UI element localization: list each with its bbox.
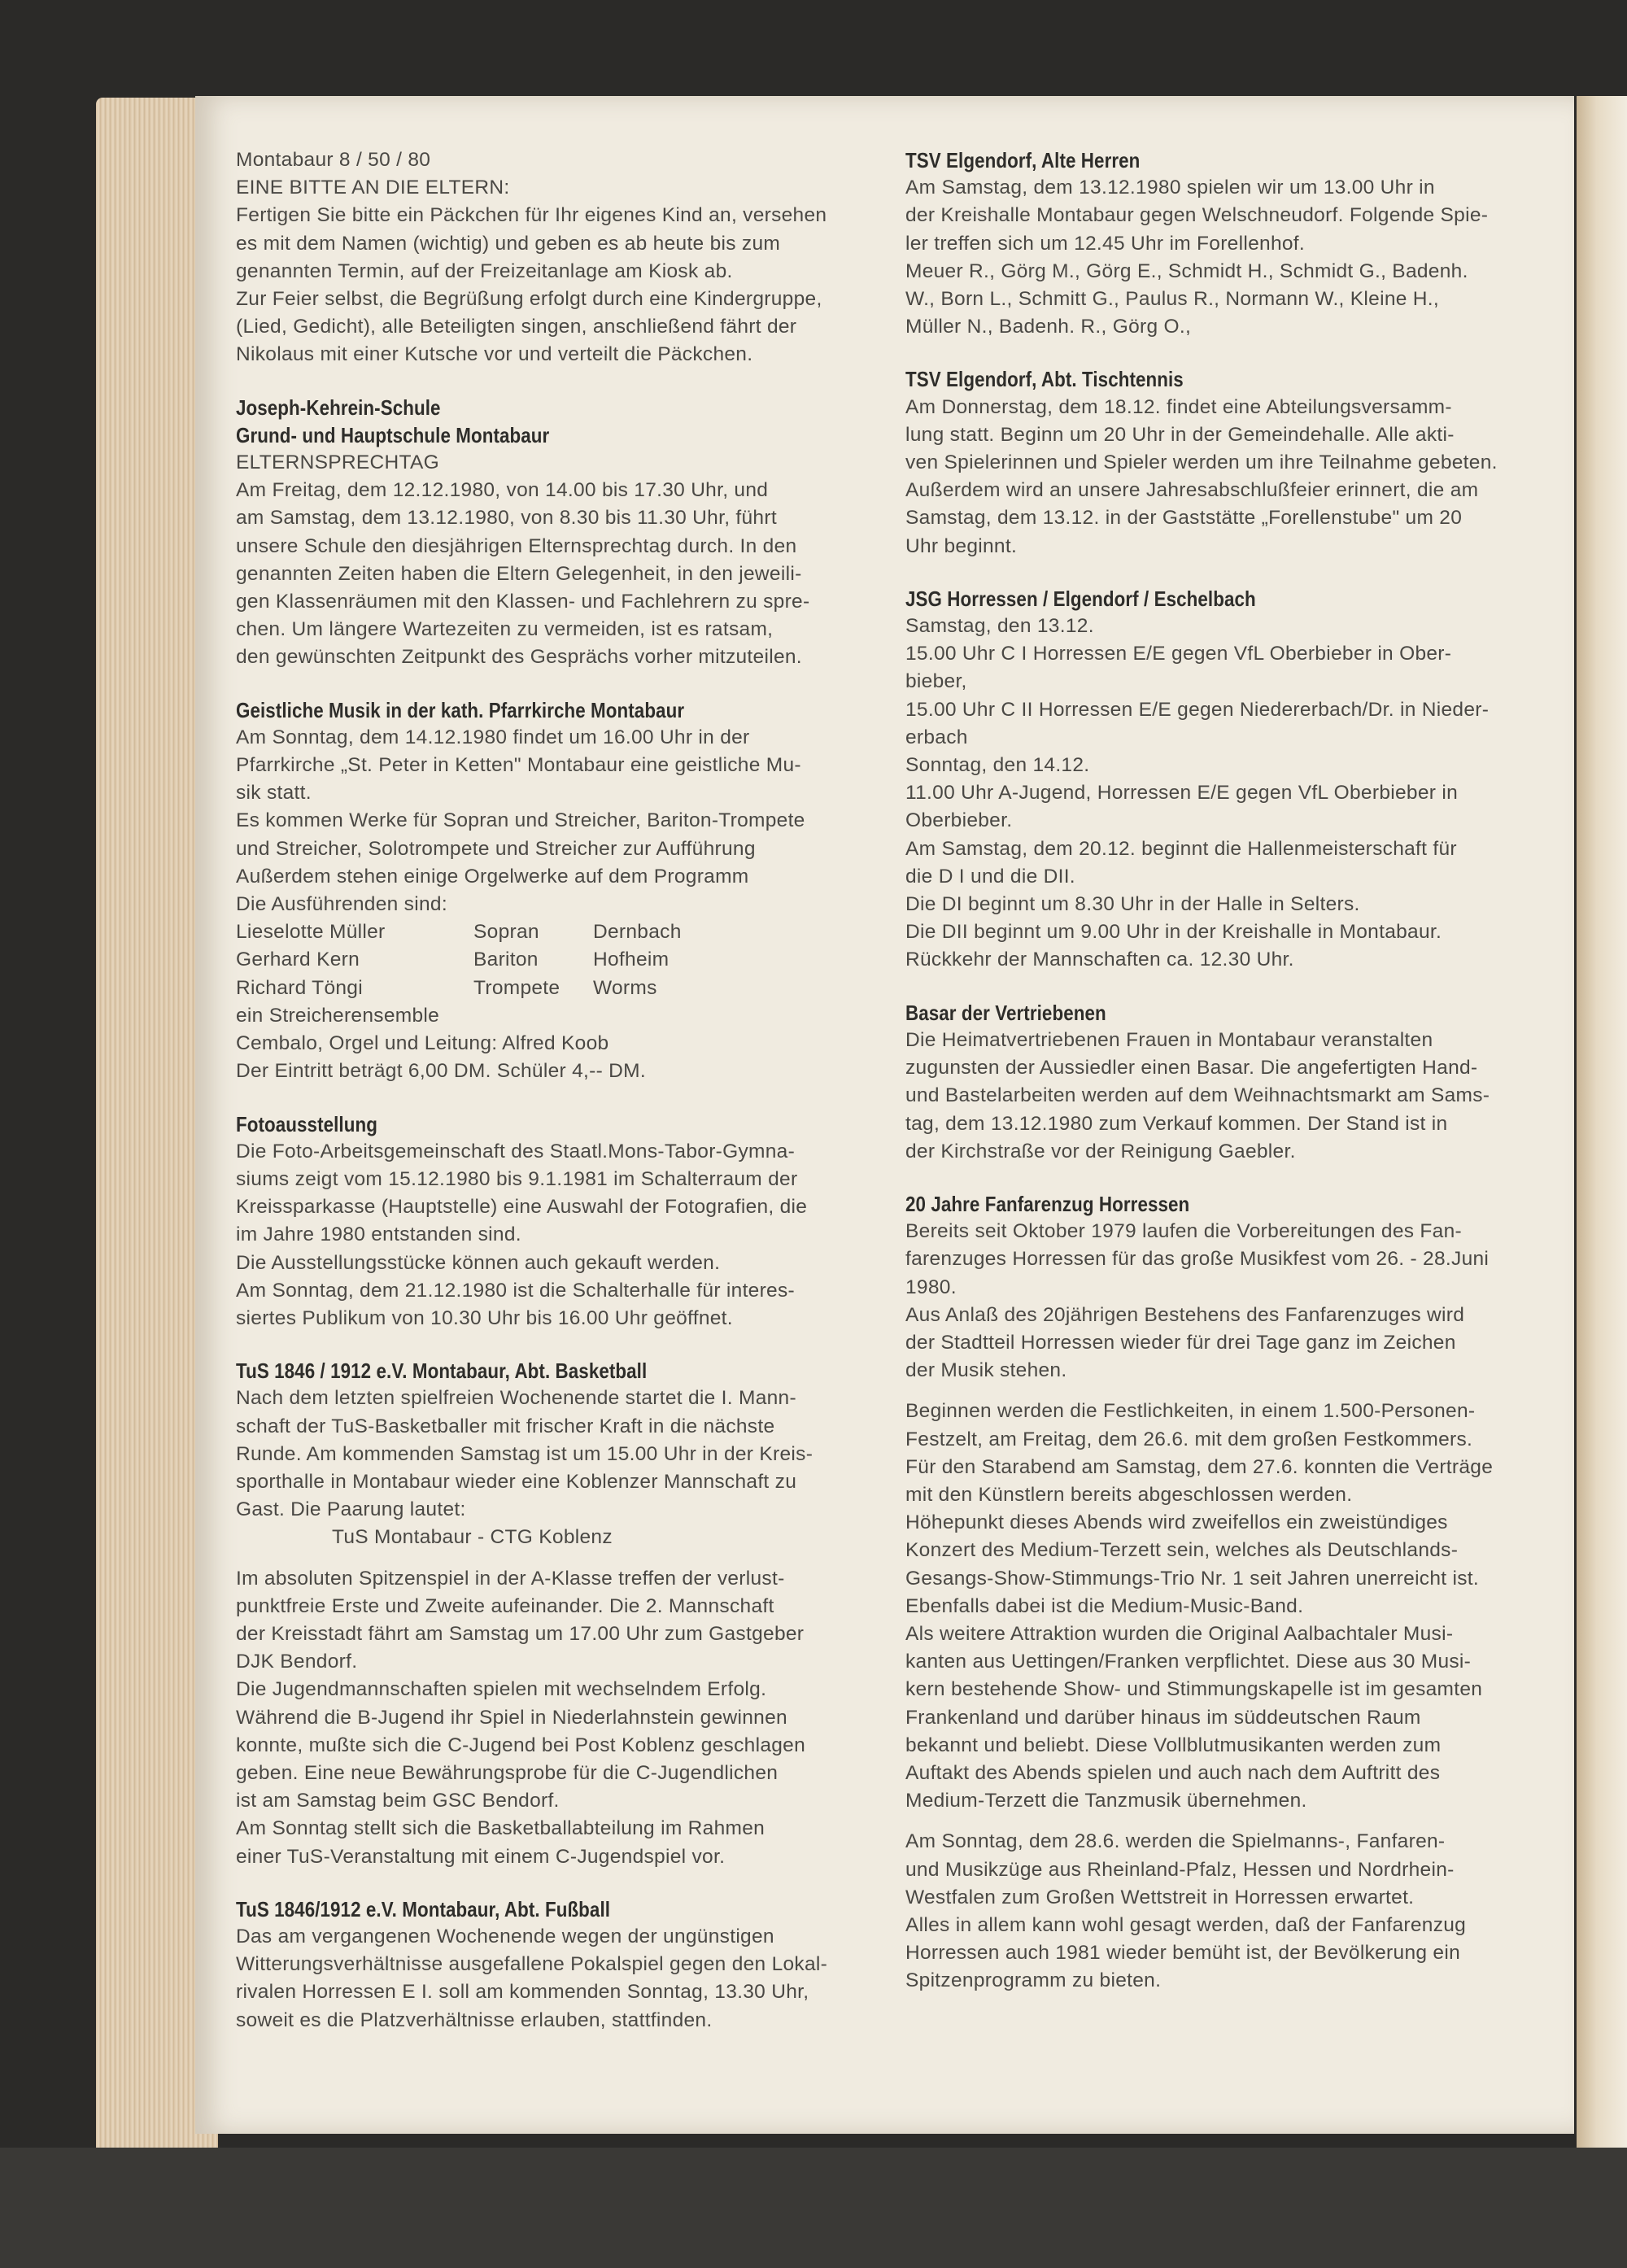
article-heading: TSV Elgendorf, Abt. Tischtennis <box>905 367 1184 392</box>
article-body: Am Donnerstag, dem 18.12. findet eine Abteilungsversamm- lung statt. Beginn um 20 Uhr in der Gemeindehalle. Alle akti- ven Spielerinnen und Spieler werden um ihre Teilnahme gebeten. Außerdem wird an unsere Jahresabschlußfeier erinnert, die am Samstag, dem 13.12. in der Gaststätte „Forellenstube" um 20 Uhr beginnt. <box>905 395 1498 557</box>
right-column <box>905 146 1552 1995</box>
performer-place: Dernbach <box>593 921 682 944</box>
article-body: Die Heimatvertriebenen Frauen in Montabaur veranstalten zugunsten der Aussiedler einen Basar. Die angefertigten Hand- und Bastelarbeiten werden auf dem Weihnachtsmarkt am Sams- tag, dem 13.12.1980 zum Verkauf kommen. Der Stand ist in der Kirchstraße vor der Reinigung Gaebler. <box>905 1028 1490 1162</box>
performer-place: Worms <box>593 976 657 999</box>
article-body: Bereits seit Oktober 1979 laufen die Vorbereitungen des Fan- farenzuges Horressen für das große Musikfest vom 26. - 28.Juni 1980. Aus Anlaß des 20jährigen Bestehens des Fanfarenzuges wird der Stadtteil Horressen wieder für drei Tage ganz im Zeichen der Musik stehen. <box>905 1220 1490 1382</box>
article-heading: Joseph-Kehrein-Schule <box>236 395 441 420</box>
article-body: Im absoluten Spitzenspiel in der A-Klasse treffen der verlust- punktfreie Erste und Zweite aufeinander. Die 2. Mannschaft der Kreisstadt fährt am Samstag um 17.00 Uhr zum Gastgeber DJK Bendorf. Die Jugendmannschaften spielen mit wechselndem Erfolg. Während die B-Jugend ihr Spiel in Niederlahnstein gewinnen konnte, mußte sich die C-Jugend bei Post Koblenz geschlagen geben. Eine neue Bewährungsprobe für die C-Jugendlichen ist am Samstag beim GSC Bendorf. Am Sonntag stellt sich die Basketballabteilung im Rahmen einer TuS-Veranstaltung mit einem C-Jugendspiel vor. <box>236 1567 806 1868</box>
performer-name: Gerhard Kern <box>236 949 360 971</box>
article-heading: Grund- und Hauptschule Montabaur <box>236 422 550 447</box>
article-eltern <box>236 146 870 369</box>
article-heading: Basar der Vertriebenen <box>905 1000 1106 1025</box>
left-column <box>236 146 870 2035</box>
article-jsg <box>905 585 1552 975</box>
performers-table <box>236 918 682 1002</box>
article-alte-herren <box>905 146 1552 341</box>
article-tischtennis <box>905 365 1552 560</box>
article-body: Am Freitag, dem 12.12.1980, von 14.00 bis 17.30 Uhr, und am Samstag, dem 13.12.1980, von 8.30 bis 11.30 Uhr, führt unsere Schule den diesjährigen Elternsprechtag durch. In den genannten Zeiten haben die Eltern Gelegenheit, in den jeweili- gen Klassenräumen mit den Klassen- und Fachlehrern zu spre- chen. Um längere Wartezeiten zu vermeiden, ist es ratsam, den gewünschten Zeitpunkt des Gesprächs vorher mitzuteilen. <box>236 479 810 669</box>
article-fanfarenzug <box>905 1190 1552 1995</box>
article-heading: Geistliche Musik in der kath. Pfarrkirche Montabaur <box>236 697 685 722</box>
article-title: EINE BITTE AN DIE ELTERN: <box>236 177 510 199</box>
next-page-edge <box>1577 96 1627 2195</box>
article-heading: TuS 1846 / 1912 e.V. Montabaur, Abt. Basketball <box>236 1359 648 1384</box>
article-fussball <box>236 1895 870 2035</box>
article-kehrein-schule <box>236 394 870 672</box>
article-basar <box>905 999 1552 1166</box>
article-subheading: ELTERNSPRECHTAG <box>236 451 439 474</box>
article-body: Das am vergangenen Wochenende wegen der ungünstigen Witterungsverhältnisse ausgefallene Pokalspiel gegen den Lokal- rivalen Horressen E I. soll am kommenden Sonntag, 13.30 Uhr, soweit es die Platzverhältnisse erlauben, stattfinden. <box>236 1925 828 2031</box>
performer-part: Sopran <box>473 921 539 944</box>
dateline: Montabaur 8 / 50 / 80 <box>236 149 431 171</box>
table-row <box>236 975 682 1002</box>
performer-part: Trompete <box>473 976 561 999</box>
match-pairing: TuS Montabaur - CTG Koblenz <box>332 1526 613 1549</box>
article-heading: TSV Elgendorf, Alte Herren <box>905 148 1141 172</box>
article-body: Beginnen werden die Festlichkeiten, in einem 1.500-Personen- Festzelt, am Freitag, dem 26.6. mit dem großen Festkommers. Für den Starabend am Samstag, dem 27.6. konnten die Verträge mit den Künstlern bereits abgeschlossen werden. Höhepunkt dieses Abends wird zweifellos ein zweistündiges Konzert des Medium-Terzett sein, welches als Deutschlands- Gesangs-Show-Stimmungs-Trio Nr. 1 seit Jahren unerreicht ist. Ebenfalls dabei ist die Medium-Music-Band. Als weitere Attraktion wurden die Original Aalbachtaler Musi- kanten aus Uettingen/Franken verpflichtet. Diese aus 30 Musi- kern bestehende Show- und Stimmungskapelle ist im gesamten Frankenland und darüber hinaus im süddeutschen Raum bekannt und beliebt. Diese Vollblutmusikanten werden zum Auftakt des Abends spielen und auch nach dem Auftritt des Medium-Terzett die Tanzmusik übernehmen. <box>905 1400 1494 1812</box>
performer-name: Lieselotte Müller <box>236 921 386 944</box>
table-row <box>236 946 682 974</box>
article-fotoausstellung <box>236 1110 870 1333</box>
performer-name: Richard Töngi <box>236 976 363 999</box>
article-body: Die Foto-Arbeitsgemeinschaft des Staatl.Mons-Tabor-Gymna- siums zeigt vom 15.12.1980 bis 9.1.1981 im Schalterraum der Kreissparkasse (Hauptstelle) eine Auswahl der Fotografien, die im Jahre 1980 entstanden sind. Die Ausstellungsstücke können auch gekauft werden. Am Sonntag, dem 21.12.1980 ist die Schalterhalle für interes- siertes Publikum von 10.30 Uhr bis 16.00 Uhr geöffnet. <box>236 1140 808 1329</box>
article-geistliche-musik <box>236 696 870 1086</box>
scan-background <box>0 2148 1627 2268</box>
performer-part: Bariton <box>473 949 539 971</box>
article-body: Nach dem letzten spielfreien Wochenende startet die I. Mann- schaft der TuS-Basketballer mit frischer Kraft in die nächste Runde. Am kommenden Samstag ist um 15.00 Uhr in der Kreis- sporthalle in Montabaur wieder eine Koblenzer Mannschaft zu Gast. Die Paarung lautet: <box>236 1387 814 1521</box>
article-heading: TuS 1846/1912 e.V. Montabaur, Abt. Fußball <box>236 1896 611 1921</box>
performer-place: Hofheim <box>593 949 670 971</box>
article-heading: JSG Horressen / Elgendorf / Eschelbach <box>905 586 1256 611</box>
article-body: Samstag, den 13.12. 15.00 Uhr C I Horressen E/E gegen VfL Oberbieber in Ober- bieber, 15.00 Uhr C II Horressen E/E gegen Niedererbach/Dr. in Nieder- erbach Sonntag, den 14.12. 11.00 Uhr A-Jugend, Horressen E/E gegen VfL Oberbieber in Oberbieber. Am Samstag, dem 20.12. beginnt die Hallenmeisterschaft für die D I und die DII. Die DI beginnt um 8.30 Uhr in der Halle in Selters. Die DII beginnt um 9.00 Uhr in der Kreishalle in Montabaur. Rückkehr der Mannschaften ca. 12.30 Uhr. <box>905 615 1490 971</box>
article-body: Am Sonntag, dem 28.6. werden die Spielmanns-, Fanfaren- und Musikzüge aus Rheinland-Pfalz, Hessen und Nordrhein- Westfalen zum Großen Wettstreit in Horressen erwartet. Alles in allem kann wohl gesagt werden, daß der Fanfarenzug Horressen auch 1981 wieder bemüht ist, der Bevölkerung ein Spitzenprogramm zu bieten. <box>905 1830 1467 1992</box>
article-heading: Fotoausstellung <box>236 1111 377 1136</box>
article-basketball <box>236 1357 870 1871</box>
article-heading: 20 Jahre Fanfarenzug Horressen <box>905 1191 1190 1216</box>
article-body: Am Samstag, dem 13.12.1980 spielen wir um 13.00 Uhr in der Kreishalle Montabaur gegen Welschneudorf. Folgende Spie- ler treffen sich um 12.45 Uhr im Forellenhof. Meuer R., Görg M., Görg E., Schmidt H., Schmidt G., Badenh. W., Born L., Schmitt G., Paulus R., Normann W., Kleine H., Müller N., Badenh. R., Görg O., <box>905 177 1489 338</box>
article-body: Am Sonntag, dem 14.12.1980 findet um 16.00 Uhr in der Pfarrkirche „St. Peter in Ketten" Montabaur eine geistliche Mu- sik statt. Es kommen Werke für Sopran und Streicher, Bariton-Trompete und Streicher, Solotrompete und Streicher zur Aufführung Außerdem stehen einige Orgelwerke auf dem Programm Die Ausführenden sind: <box>236 726 805 916</box>
table-row <box>236 918 682 946</box>
article-body: Fertigen Sie bitte ein Päckchen für Ihr eigenes Kind an, versehen es mit dem Namen (wichtig) und geben es ab heute bis zum genannten Termin, auf der Freizeitanlage am Kiosk ab. Zur Feier selbst, die Begrüßung erfolgt durch eine Kindergruppe, (Lied, Gedicht), alle Beteiligten singen, anschließend fährt der Nikolaus mit einer Kutsche vor und verteilt die Päckchen. <box>236 204 827 366</box>
article-body: ein Streicherensemble Cembalo, Orgel und Leitung: Alfred Koob Der Eintritt beträgt 6,00 DM. Schüler 4,-- DM. <box>236 1004 646 1083</box>
